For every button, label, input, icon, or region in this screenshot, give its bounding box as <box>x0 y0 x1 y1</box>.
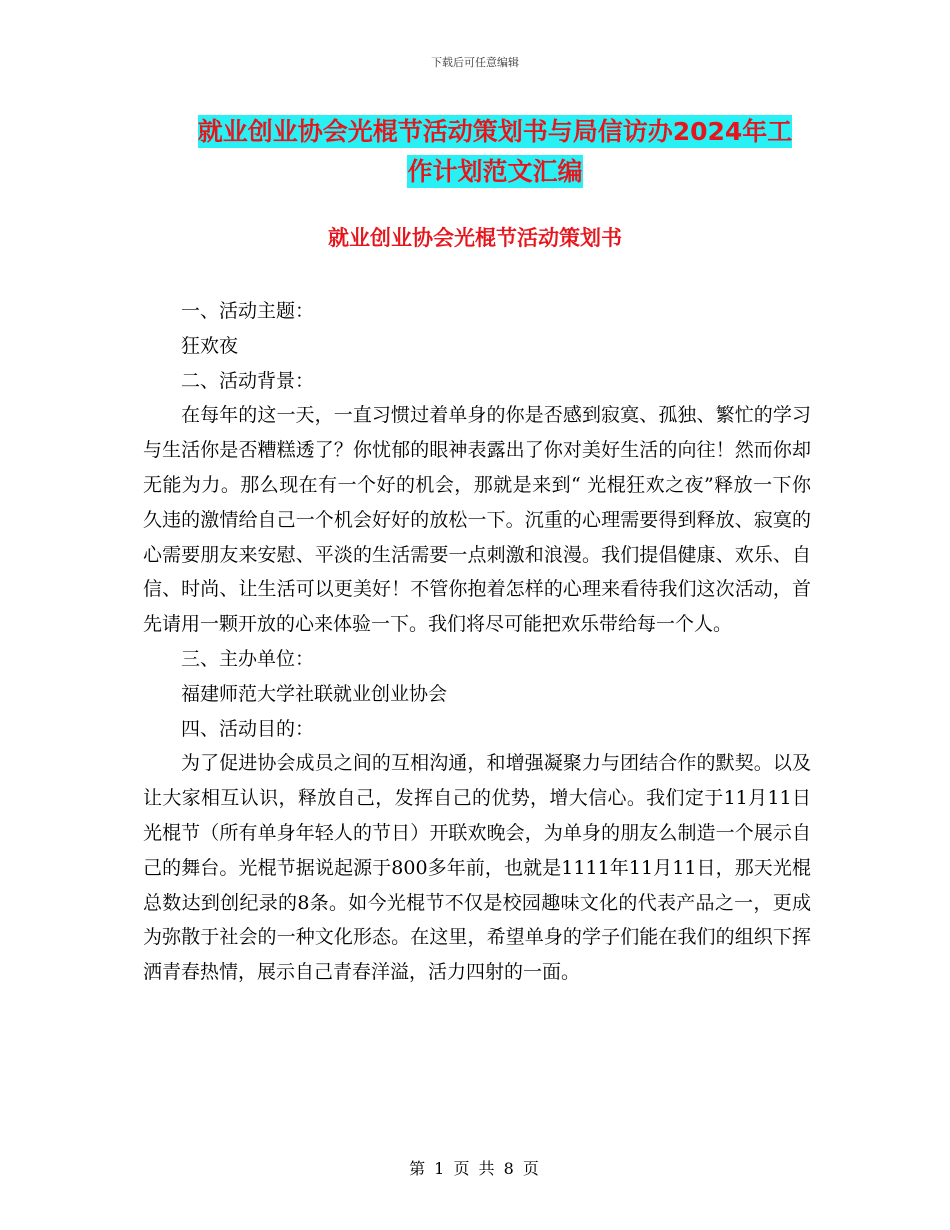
heading-organizer: 三、主办单位： <box>181 647 315 670</box>
document-body <box>143 294 811 990</box>
paragraph-activity-theme: 狂欢夜 <box>181 334 239 357</box>
page-number-footer: 第 1 页 共 8 页 <box>409 1159 541 1178</box>
heading-activity-theme: 一、活动主题： <box>181 300 315 322</box>
paragraph-activity-background: 在每年的这一天，一直习惯过着单身的你是否感到寂寞、孤独、繁忙的学习与生活你是否糟糕透了？你忧郁的眼神表露出了你对美好生活的向往！然而你却无能为力。那么现在有一个好的机会，那就是来到“ 光棍狂欢之夜”释放一下你久违的激情给自己一个机会好好的放松一下。沉重的心理需要得到释放、寂寞的心需要朋友来安慰、平淡的生活需要一点刺激和浪漫。我们提倡健康、欢乐、自信、时尚、让生活可以更美好！不管你抱着怎样的心理来看待我们这次活动，首先请用一颗开放的心来体验一下。我们将尽可能把欢乐带给每一个人。 <box>143 404 811 636</box>
document-title <box>150 112 840 192</box>
paragraph-organizer: 福建师范大学社联就业创业协会 <box>181 682 448 705</box>
heading-activity-background: 二、活动背景： <box>181 369 315 392</box>
document-title-line-2: 作计划范文汇编 <box>407 157 583 186</box>
paragraph-activity-purpose: 为了促进协会成员之间的互相沟通，和增强凝聚力与团结合作的默契。以及让大家相互认识，释放自己，发挥自己的优势，增大信心。我们定于11月11日光棍节（所有单身年轻人的节日）开联欢晚会，为单身的朋友么制造一个展示自己的舞台。光棍节据说起源于800多年前，也就是1111年11月11日，那天光棍总数达到创纪录的8条。如今光棍节不仅是校园趣味文化的代表产品之一，更成为弥散于社会的一种文化形态。在这里，希望单身的学子们能在我们的组织下挥洒青春热情，展示自己青春洋溢，活力四射的一面。 <box>143 752 811 984</box>
document-title-line-1: 就业创业协会光棍节活动策划书与局信访办2024年工 <box>197 117 793 146</box>
header-note: 下载后可任意编辑 <box>431 56 519 69</box>
section-title: 就业创业协会光棍节活动策划书 <box>328 226 622 250</box>
heading-activity-purpose: 四、活动目的： <box>181 717 315 740</box>
